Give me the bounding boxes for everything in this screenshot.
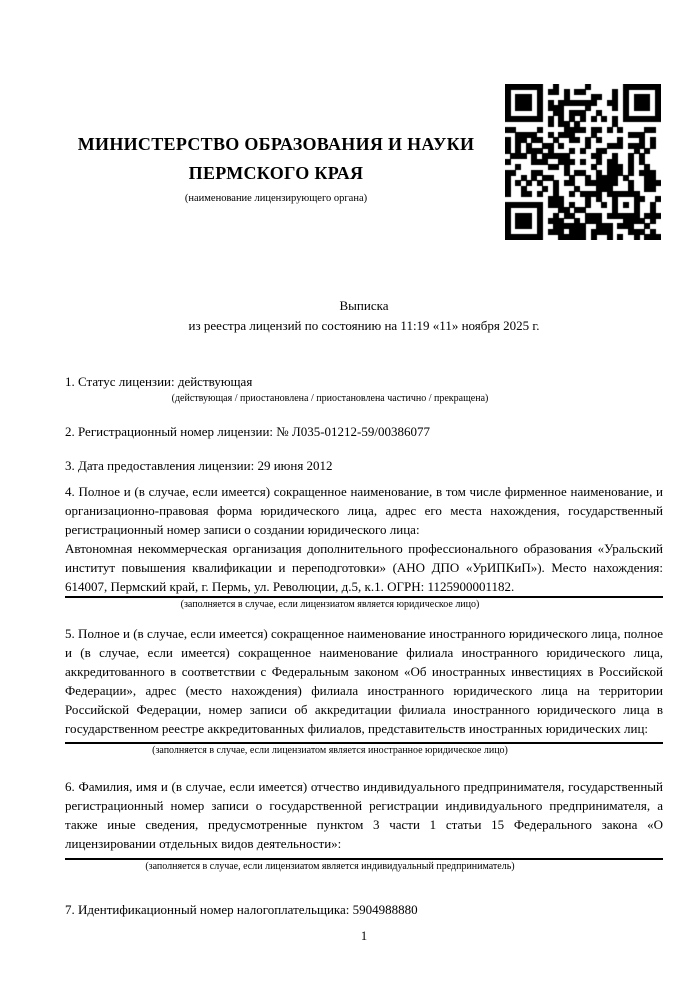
document-title: Выписка [339, 298, 389, 313]
page-number: 1 [360, 929, 368, 943]
field-foreign-entity-caption: (заполняется в случае, если лицензиатом является иностранное юридическое лицо) [152, 745, 508, 756]
field-legal-entity-value: Автономная некоммерческая организация дополнительного профессионального образования «Уральский институт повышения квалификации и переподготовки» (АНО ДПО «УрИПКиП»). Место нахождения: 614007, Пермский край, г. Пермь, ул. Революции, д.5, к.1. ОГРН: 1125900001182. [65, 539, 663, 598]
field-foreign-entity-label: 5. Полное и (в случае, если имеется) сокращенное наименование иностранного юридического лица, полное и (в случае, если имеется) сокращенное наименование филиала иностранного юридического лица, аккредитованного в соответствии с Федеральным законом «Об иностранных инвестициях в Российской Федерации», адрес (место нахождения) филиала иностранного юридического лица на территории Российской Федерации, номер записи об аккредитации филиала иностранного юридического лица в государственном реестре аккредитованных филиалов, представительств иностранных юридических лиц: [65, 626, 663, 736]
field-entrepreneur-blank-line [65, 853, 663, 860]
field-taxpayer-id: 7. Идентификационный номер налогоплательщика: 5904988880 [65, 902, 418, 917]
field-entrepreneur-caption: (заполняется в случае, если лицензиатом является индивидуальный предприниматель) [145, 861, 515, 872]
field-license-status-caption: (действующая / приостановлена / приостановлена частично / прекращена) [171, 393, 489, 404]
licensing-authority-caption: (наименование лицензирующего органа) [184, 193, 368, 204]
document-body [65, 296, 663, 920]
ministry-name-line1: МИНИСТЕРСТВО ОБРАЗОВАНИЯ И НАУКИ [77, 134, 475, 154]
field-license-date: 3. Дата предоставления лицензии: 29 июня 2012 [65, 458, 333, 473]
qr-code [505, 84, 661, 240]
field-registration-number: 2. Регистрационный номер лицензии: № Л035-01212-59/00386077 [65, 424, 431, 439]
licensing-authority-header [65, 130, 487, 206]
field-legal-entity-caption: (заполняется в случае, если лицензиатом является юридическое лицо) [180, 599, 480, 610]
field-entrepreneur-label: 6. Фамилия, имя и (в случае, если имеется) отчество индивидуального предпринимателя, государственный регистрационный номер записи о государственной регистрации индивидуального предпринимателя, а также иные сведения, предусмотренные пунктом 3 части 1 статьи 15 Федерального закона «О лицензировании отдельных видов деятельности»: [65, 779, 663, 851]
document-subtitle-date: из реестра лицензий по состоянию на 11:19 «11» ноября 2025 г. [188, 318, 540, 333]
field-legal-entity-label: 4. Полное и (в случае, если имеется) сокращенное наименование, в том числе фирменное наименование, и организационно-правовая форма юридического лица, адрес его места нахождения, государственный регистрационный номер записи о создании юридического лица: [65, 484, 663, 537]
field-license-status: 1. Статус лицензии: действующая [65, 374, 253, 389]
ministry-name-line2: ПЕРМСКОГО КРАЯ [188, 163, 364, 183]
